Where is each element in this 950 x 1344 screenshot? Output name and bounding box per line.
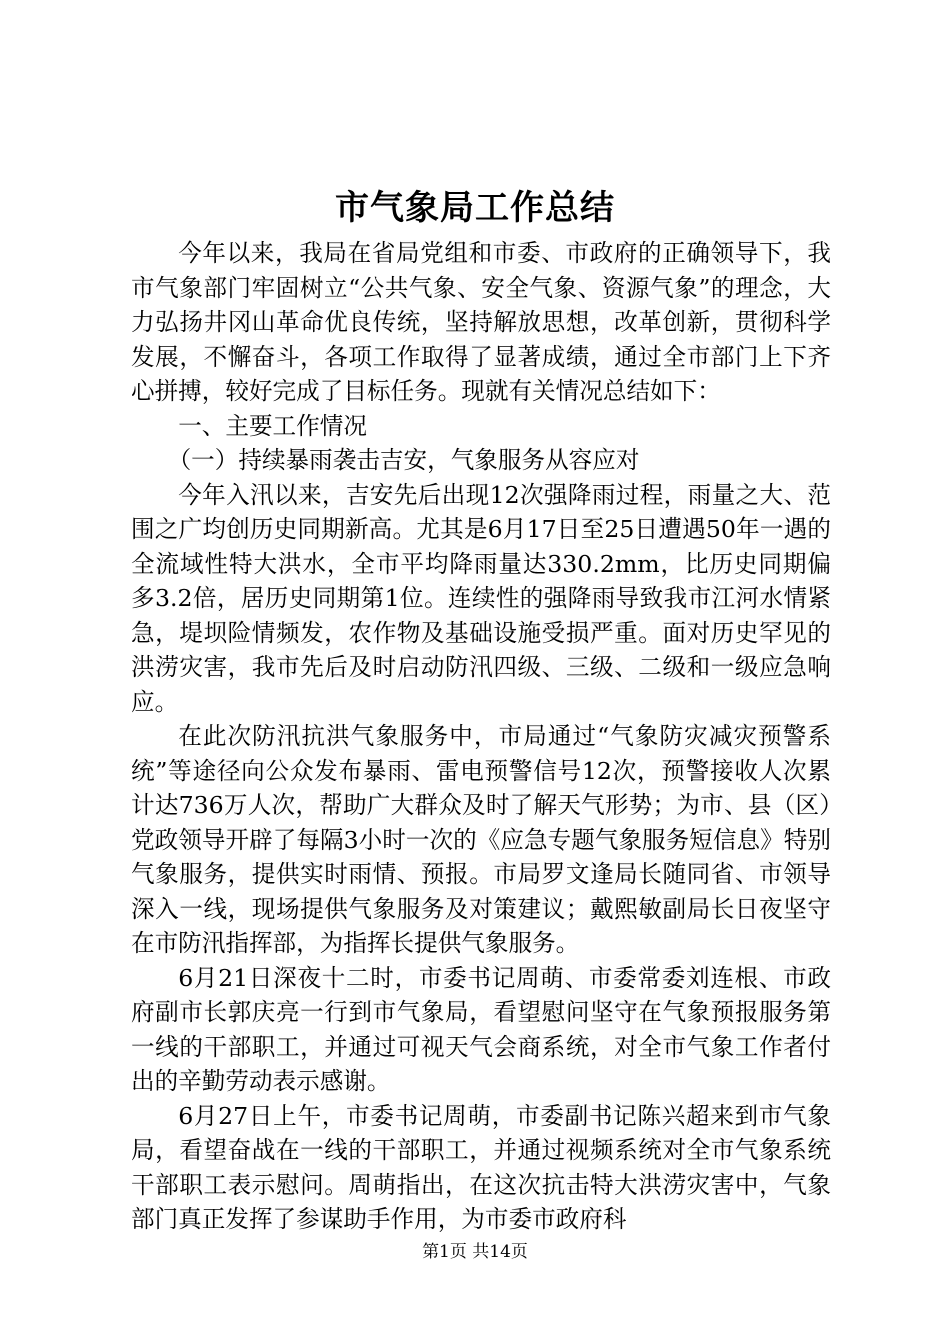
subsection-heading: （一）持续暴雨袭击吉安，气象服务从容应对 <box>167 446 640 474</box>
paragraph-warning-service: 在此次防汛抗洪气象服务中，市局通过“气象防灾减灾预警系统”等途径向公众发布暴雨、雷电预警信号12次，预警接收人次累计达736万人次，帮助广大群众及时了解天气形势；为市、县（区）党政领导开辟了每隔3小时一次的《应急专题气象服务短信息》特别气象服务，提供实时雨情、预报。市局罗文逢局长随同省、市领导深入一线，现场提供气象服务及对策建议；戴熙敏副局长日夜坚守在市防汛指挥部，为指挥长提供气象服务。 <box>131 722 831 957</box>
paragraph-june-27-visit: 6月27日上午，市委书记周萌，市委副书记陈兴超来到市气象局，看望奋战在一线的干部职工，并通过视频系统对全市气象系统干部职工表示慰问。周萌指出，在这次抗击特大洪涝灾害中，气象部门真正发挥了参谋助手作用，为市委市政府科 <box>131 1101 831 1233</box>
page-footer: 第1页 共14页 <box>422 1242 528 1262</box>
document-title: 市气象局工作总结 <box>335 188 615 228</box>
paragraph-june-21-visit: 6月21日深夜十二时，市委书记周萌、市委常委刘连根、市政府副市长郭庆亮一行到市气象局，看望慰问坚守在气象预报服务第一线的干部职工，并通过可视天气会商系统，对全市气象工作者付出的辛勤劳动表示感谢。 <box>131 963 831 1095</box>
paragraph-intro: 今年以来，我局在省局党组和市委、市政府的正确领导下，我市气象部门牢固树立“公共气象、安全气象、资源气象”的理念，大力弘扬井冈山革命优良传统，坚持解放思想，改革创新，贯彻科学发展，不懈奋斗，各项工作取得了显著成绩，通过全市部门上下齐心拼搏，较好完成了目标任务。现就有关情况总结如下： <box>131 239 831 405</box>
paragraph-rainfall: 今年入汛以来，吉安先后出现12次强降雨过程，雨量之大、范围之广均创历史同期新高。尤其是6月17日至25日遭遇50年一遇的全流域性特大洪水，全市平均降雨量达330.2mm，比历史同期偏多3.2倍，居历史同期第1位。连续性的强降雨导致我市江河水情紧急，堤坝险情频发，农作物及基础设施受损严重。面对历史罕见的洪涝灾害，我市先后及时启动防汛四级、三级、二级和一级应急响应。 <box>131 480 831 716</box>
document-body <box>131 236 831 1237</box>
section-heading: 一、主要工作情况 <box>178 411 367 440</box>
